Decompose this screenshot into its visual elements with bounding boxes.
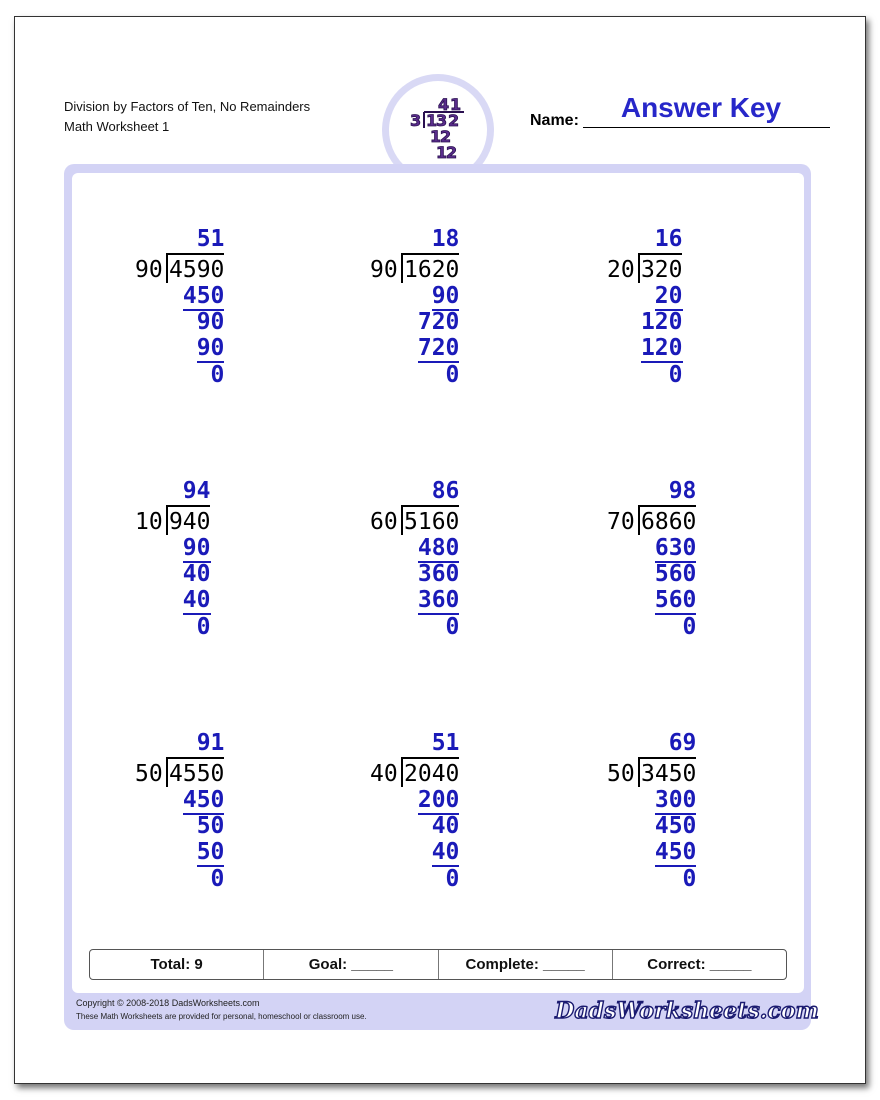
divisor: 50 — [607, 761, 635, 787]
difference-step: 560 — [654, 561, 697, 587]
division-bar — [401, 505, 460, 507]
remainder: 0 — [196, 614, 211, 640]
division-bracket — [401, 253, 403, 283]
brand-text: DadsWorksheets.com — [555, 998, 819, 1024]
divisor: 90 — [370, 257, 398, 283]
svg-text:1: 1 — [436, 143, 448, 162]
remainder: 0 — [445, 866, 460, 892]
division-bracket — [638, 757, 640, 787]
worksheet-subtitle: Math Worksheet 1 — [64, 119, 170, 134]
division-bar — [401, 757, 460, 759]
svg-text:1: 1 — [426, 111, 438, 130]
dividend: 3450 — [641, 761, 697, 787]
difference-step: 120 — [640, 309, 683, 335]
worksheet-title: Division by Factors of Ten, No Remainders — [64, 99, 311, 114]
svg-text:3: 3 — [410, 111, 422, 130]
division-bracket — [166, 253, 168, 283]
divisor: 20 — [607, 257, 635, 283]
division-bar — [166, 505, 211, 507]
svg-text:4: 4 — [438, 95, 450, 114]
copyright-text: Copyright © 2008-2018 DadsWorksheets.com — [76, 998, 260, 1008]
quotient: 98 — [668, 478, 697, 504]
svg-text:2: 2 — [446, 143, 458, 162]
subtract-step: 40 — [431, 839, 460, 865]
quotient: 91 — [196, 730, 225, 756]
svg-text:2: 2 — [440, 127, 452, 146]
dividend: 4550 — [169, 761, 225, 787]
subtract-step: 20 — [654, 283, 683, 309]
subtract-step: 450 — [654, 839, 697, 865]
divisor: 60 — [370, 509, 398, 535]
dividend: 4590 — [169, 257, 225, 283]
remainder: 0 — [682, 866, 697, 892]
svg-text:1: 1 — [430, 127, 442, 146]
goal-field[interactable]: Goal: _____ — [264, 950, 438, 979]
subtract-step: 480 — [417, 535, 460, 561]
difference-step: 450 — [654, 813, 697, 839]
dividend: 940 — [168, 509, 211, 535]
divisor: 50 — [135, 761, 163, 787]
subtract-step: 720 — [417, 335, 460, 361]
subtract-step: 40 — [182, 587, 211, 613]
subtract-step: 120 — [640, 335, 683, 361]
quotient: 94 — [182, 478, 211, 504]
difference-step: 50 — [196, 813, 225, 839]
subtract-step: 560 — [654, 587, 697, 613]
svg-text:2: 2 — [448, 111, 460, 130]
usage-notice: These Math Worksheets are provided for personal, homeschool or classroom use. — [76, 1012, 367, 1021]
subtract-step: 630 — [654, 535, 697, 561]
division-bracket — [638, 253, 640, 283]
division-bracket — [638, 505, 640, 535]
answer-key-label: Answer Key — [620, 92, 782, 123]
subtract-step: 90 — [431, 283, 460, 309]
difference-step: 40 — [182, 561, 211, 587]
division-bracket — [166, 757, 168, 787]
subtract-step: 90 — [182, 535, 211, 561]
subtract-step: 360 — [417, 587, 460, 613]
complete-field[interactable]: Complete: _____ — [439, 950, 613, 979]
divisor: 90 — [135, 257, 163, 283]
division-bar — [638, 253, 683, 255]
division-bracket — [401, 757, 403, 787]
difference-step: 720 — [417, 309, 460, 335]
quotient: 69 — [668, 730, 697, 756]
dividend: 5160 — [404, 509, 460, 535]
subtract-step: 50 — [196, 839, 225, 865]
division-bar — [638, 505, 697, 507]
division-bar — [638, 757, 697, 759]
quotient: 18 — [431, 226, 460, 252]
division-bar — [166, 253, 225, 255]
dividend: 2040 — [404, 761, 460, 787]
divisor: 40 — [370, 761, 398, 787]
name-field-line[interactable] — [583, 127, 830, 128]
difference-step: 40 — [431, 813, 460, 839]
divisor: 10 — [135, 509, 163, 535]
remainder: 0 — [668, 362, 683, 388]
remainder: 0 — [682, 614, 697, 640]
remainder: 0 — [445, 362, 460, 388]
dividend: 6860 — [641, 509, 697, 535]
quotient: 51 — [431, 730, 460, 756]
quotient: 16 — [654, 226, 683, 252]
difference-step: 360 — [417, 561, 460, 587]
remainder: 0 — [210, 866, 225, 892]
difference-step: 90 — [196, 309, 225, 335]
subtract-step: 450 — [182, 283, 225, 309]
dividend: 320 — [640, 257, 683, 283]
dividend: 1620 — [404, 257, 460, 283]
correct-field[interactable]: Correct: _____ — [647, 956, 752, 973]
svg-text:3: 3 — [436, 111, 448, 130]
division-bracket — [166, 505, 168, 535]
name-label: Name: — [530, 112, 579, 129]
svg-text:1: 1 — [450, 95, 462, 114]
remainder: 0 — [210, 362, 225, 388]
subtract-step: 450 — [182, 787, 225, 813]
quotient: 86 — [431, 478, 460, 504]
division-bar — [401, 253, 460, 255]
dadsworksheets-logo — [555, 993, 819, 1027]
total-count: Total: 9 — [90, 950, 264, 979]
division-bar — [166, 757, 225, 759]
quotient: 51 — [196, 226, 225, 252]
subtract-step: 300 — [654, 787, 697, 813]
subtract-step: 200 — [417, 787, 460, 813]
subtract-step: 90 — [196, 335, 225, 361]
divisor: 70 — [607, 509, 635, 535]
division-bracket — [401, 505, 403, 535]
remainder: 0 — [445, 614, 460, 640]
score-summary — [89, 949, 787, 980]
